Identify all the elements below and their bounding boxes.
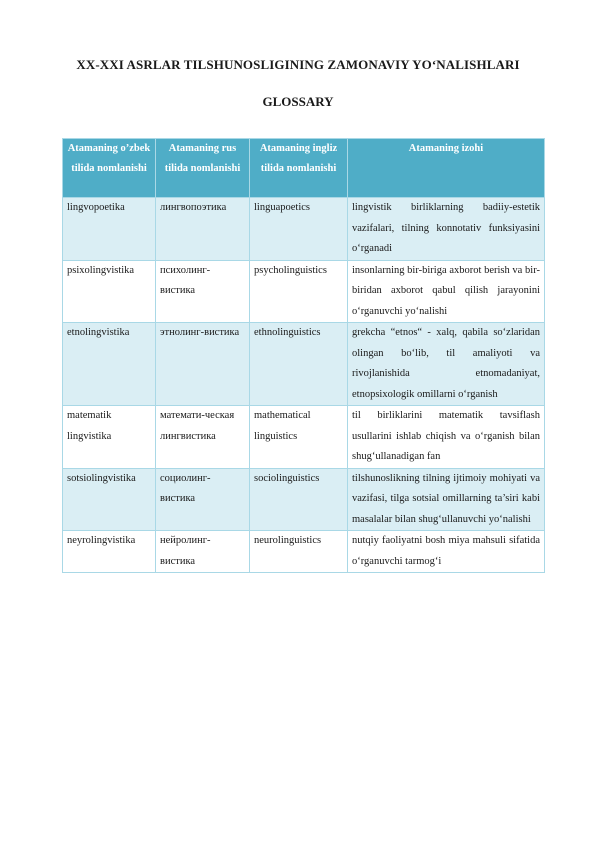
- cell-uzbek: neyrolingvistika: [63, 531, 156, 573]
- cell-uzbek: etnolingvistika: [63, 323, 156, 406]
- cell-english: mathematical linguistics: [250, 406, 348, 469]
- cell-russian: этнолинг-вистика: [156, 323, 250, 406]
- document-subtitle: GLOSSARY: [262, 94, 334, 109]
- cell-russian: социолинг-вистика: [156, 468, 250, 531]
- glossary-table: [62, 138, 545, 573]
- table-row: [63, 198, 545, 261]
- cell-english: sociolinguistics: [250, 468, 348, 531]
- cell-description: nutqiy faoliyatni bosh miya mahsuli sifatida o‘rganuvchi tarmog‘i: [348, 531, 545, 573]
- table-row: [63, 531, 545, 573]
- cell-russian: математи-ческая лингвистика: [156, 406, 250, 469]
- cell-russian: лингвопоэтика: [156, 198, 250, 261]
- cell-russian: психолинг-вистика: [156, 260, 250, 323]
- cell-description: insonlarning bir-biriga axborot berish va bir-biridan axborot qabul qilish jarayonini o‘rganuvchi yo‘nalishi: [348, 260, 545, 323]
- cell-english: neurolinguistics: [250, 531, 348, 573]
- cell-description: til birliklarini matematik tavsiflash usullarini ishlab chiqish va o‘rganish bilan shug‘ullanadigan fan: [348, 406, 545, 469]
- table-header-row: [63, 139, 545, 198]
- cell-description: lingvistik birliklarning badiiy-estetik vazifalari, tilning konnotativ funksiyasini o‘rganadi: [348, 198, 545, 261]
- cell-russian: нейролинг-вистика: [156, 531, 250, 573]
- cell-description: tilshunoslikning tilning ijtimoiy mohiyati va vazifasi, tilga sotsial omillarning ta’siri kabi masalalar bilan shug‘ullanuvchi yo‘nalishi: [348, 468, 545, 531]
- document-title: XX-XXI ASRLAR TILSHUNOSLIGINING ZAMONAVIY YO‘NALISHLARI: [76, 57, 520, 72]
- header-uzbek: Atamaning o’zbek tilida nomlanishi: [63, 139, 156, 198]
- header-description: Atamaning izohi: [348, 139, 545, 198]
- cell-uzbek: lingvopoetika: [63, 198, 156, 261]
- cell-uzbek: sotsiolingvistika: [63, 468, 156, 531]
- cell-english: psycholinguistics: [250, 260, 348, 323]
- cell-english: ethnolinguistics: [250, 323, 348, 406]
- header-english: Atamaning ingliz tilida nomlanishi: [250, 139, 348, 198]
- cell-description: grekcha “etnos“ - xalq, qabila so‘zlaridan olingan bo‘lib, til amaliyoti va rivojlanishida etnomadaniyat, etnopsixologik omillarni o‘rganish: [348, 323, 545, 406]
- table-row: [63, 468, 545, 531]
- cell-uzbek: psixolingvistika: [63, 260, 156, 323]
- cell-uzbek: matematik lingvistika: [63, 406, 156, 469]
- table-row: [63, 406, 545, 469]
- header-russian: Atamaning rus tilida nomlanishi: [156, 139, 250, 198]
- table-row: [63, 323, 545, 406]
- cell-english: linguapoetics: [250, 198, 348, 261]
- table-row: [63, 260, 545, 323]
